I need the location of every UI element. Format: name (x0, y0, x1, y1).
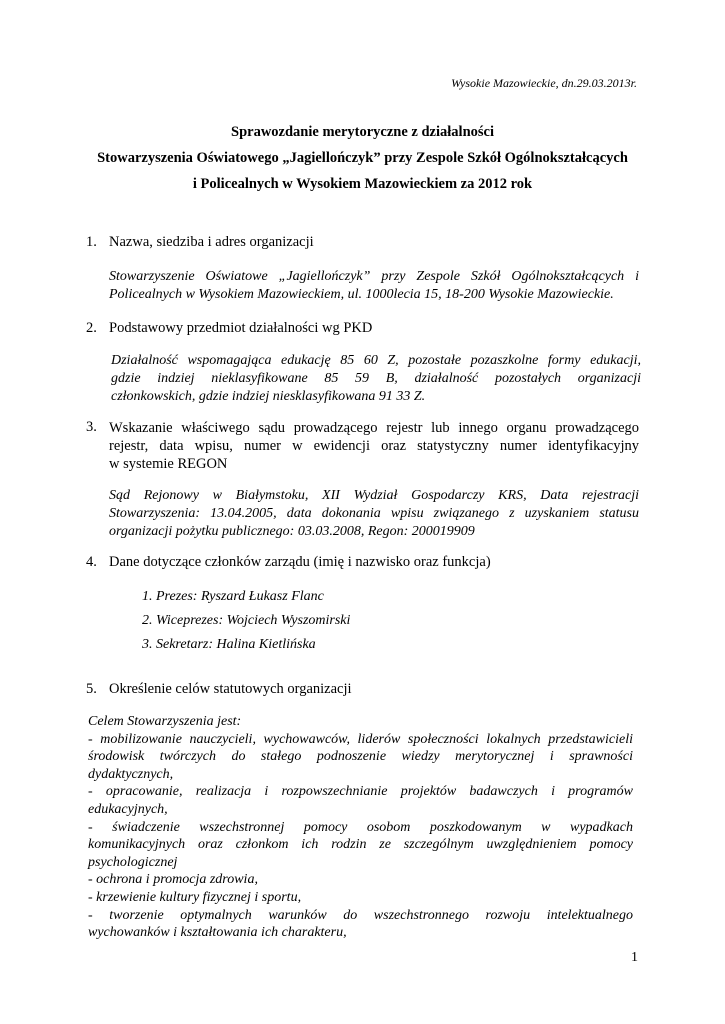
goal-line: komunikacyjnych oraz członkom ich rodzin ze szczególnym uwzględnieniem pomocy (88, 837, 633, 853)
section-5-body (88, 713, 633, 942)
goal-line: - świadczenie wszechstronnej pomocy osobom poszkodowanym w wypadkach (88, 819, 633, 835)
title-line-2: Stowarzyszenia Oświatowego „Jagiellończyk” przy Zespole Szkół Ogólnokształcących (97, 150, 628, 166)
body-line: Sąd Rejonowy w Białymstoku, XII Wydział Gospodarczy KRS, Data rejestracji (109, 488, 639, 503)
goal-line: - ochrona i promocja zdrowia, (88, 872, 258, 888)
section-2-heading (86, 320, 372, 337)
heading-line: Wskazanie właściwego sądu prowadzącego rejestr lub innego organu prowadzącego (109, 420, 639, 436)
title-line-1: Sprawozdanie merytoryczne z działalności (231, 124, 494, 140)
goal-line: wychowanków i kształtowania ich charakteru, (88, 925, 347, 941)
body-line: Policealnych w Wysokiem Mazowieckiem, ul. 1000lecia 15, 18-200 Wysokie Mazowieckie. (109, 287, 614, 302)
section-title: Nazwa, siedziba i adres organizacji (109, 234, 314, 250)
section-title: Określenie celów statutowych organizacji (109, 681, 352, 697)
goal-line: - krzewienie kultury fizycznej i sportu, (88, 889, 302, 905)
goal-line: - opracowanie, realizacja i rozpowszechnianie projektów badawczych i programów (88, 784, 633, 800)
goal-line: środowisk twórczych do stałego podnoszenie wiedzy merytorycznej i sprawności (88, 749, 633, 765)
section-title: Podstawowy przedmiot działalności wg PKD (109, 320, 373, 336)
body-line: organizacji pożytku publicznego: 03.03.2008, Regon: 200019909 (109, 524, 475, 539)
goal-line: psychologicznej (88, 854, 178, 870)
page-number: 1 (631, 950, 638, 965)
section-1-body (109, 268, 639, 304)
body-line: gdzie indziej nieklasyfikowane 85 59 B, działalność pozostałych organizacji (111, 371, 641, 386)
section-5-heading (86, 681, 352, 698)
section-4-heading (86, 554, 491, 571)
section-3-body (109, 487, 639, 541)
section-number: 3. (86, 419, 97, 435)
section-3-heading (109, 419, 639, 473)
heading-line: w systemie REGON (109, 456, 228, 472)
section-3-number (86, 419, 109, 436)
goal-line: edukacyjnych, (88, 801, 168, 817)
heading-line: rejestr, data wpisu, numer w ewidencji oraz statystyczny numer identyfikacyjny (109, 438, 639, 454)
goal-line: - tworzenie optymalnych warunków do wszechstronnego rozwoju intelektualnego (88, 907, 633, 923)
title-line-3: i Policealnych w Wysokiem Mazowieckiem za 2012 rok (192, 176, 533, 192)
goal-line: - mobilizowanie nauczycieli, wychowawców, liderów społeczności lokalnych przedstawicieli (88, 731, 633, 747)
section-number: 5. (86, 681, 97, 697)
section-number: 2. (86, 320, 97, 336)
section-number: 4. (86, 554, 97, 570)
section-title: Dane dotyczące członków zarządu (imię i nazwisko oraz funkcja) (109, 554, 491, 570)
goals-intro: Celem Stowarzyszenia jest: (88, 714, 242, 729)
body-line: Stowarzyszenia: 13.04.2005, data dokonania wpisu związanego z uzyskaniem statusu (109, 506, 639, 521)
board-member-vice-president: 2. Wiceprezes: Wojciech Wyszomirski (142, 613, 351, 628)
section-2-body (111, 352, 641, 406)
section-1-heading (86, 234, 314, 251)
body-line: członkowskich, gdzie indziej niesklasyfikowana 91 33 Z. (111, 389, 426, 404)
date-line: Wysokie Mazowieckie, dn.29.03.2013r. (451, 76, 637, 90)
board-member-secretary: 3. Sekretarz: Halina Kietlińska (142, 637, 316, 652)
goal-line: dydaktycznych, (88, 766, 174, 782)
body-line: Działalność wspomagająca edukację 85 60 Z, pozostałe pozaszkolne formy edukacji, (111, 353, 641, 368)
body-line: Stowarzyszenie Oświatowe „Jagiellończyk” przy Zespole Szkół Ogólnokształcących i (109, 269, 639, 284)
section-number: 1. (86, 234, 97, 250)
board-member-president: 1. Prezes: Ryszard Łukasz Flanc (142, 589, 324, 604)
